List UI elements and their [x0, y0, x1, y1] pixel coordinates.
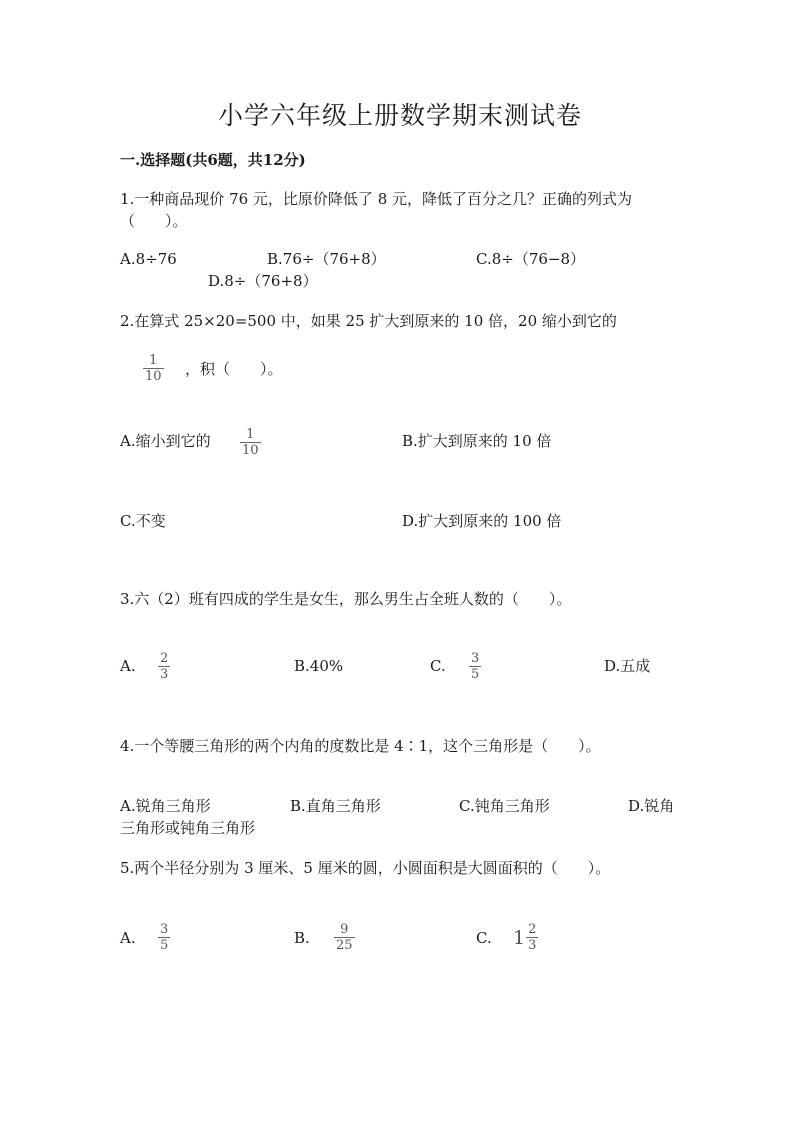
- q3-option-c-label: C.: [430, 657, 446, 675]
- fraction-numerator: 9: [340, 922, 349, 937]
- q5-option-b-label: B.: [294, 929, 310, 947]
- q4-option-d: D.锐角: [628, 797, 675, 815]
- q2-option-b: B.扩大到原来的 10 倍: [402, 432, 552, 450]
- q4-option-c: C.钝角三角形: [459, 797, 550, 815]
- fraction-denominator: 3: [160, 667, 169, 682]
- q4-option-b: B.直角三角形: [290, 797, 381, 815]
- q5-option-a-label: A.: [120, 929, 136, 947]
- fraction-denominator: 10: [145, 369, 162, 384]
- q4-option-d-cont: 三角形或钝角三角形: [120, 819, 256, 837]
- q2-stem-cont: ，积（ ）。: [185, 360, 283, 378]
- q5-stem: 5.两个半径分别为 3 厘米、5 厘米的圆，小圆面积是大圆面积的（ ）。: [120, 859, 611, 877]
- q1-option-c: C.8÷（76−8）: [476, 250, 586, 268]
- q1-stem: 1.一种商品现价 76 元，比原价降低了 8 元，降低了百分之几？正确的列式为: [120, 190, 633, 208]
- q5-option-c-label: C.: [476, 929, 492, 947]
- fraction-numerator: 2: [160, 651, 169, 666]
- q2-option-c: C.不变: [120, 512, 166, 530]
- q3-option-b: B.40%: [294, 657, 344, 675]
- q1-option-b: B.76÷（76+8）: [267, 250, 386, 268]
- q2-stem-fraction: [143, 353, 164, 384]
- fraction-numerator: 1: [149, 353, 158, 368]
- fraction-numerator: 2: [528, 922, 537, 937]
- q3-option-d: D.五成: [604, 657, 651, 675]
- q5-option-c-fraction: [526, 922, 538, 953]
- q3-stem: 3.六（2）班有四成的学生是女生，那么男生占全班人数的（ ）。: [120, 590, 572, 608]
- q1-option-a: A.8÷76: [120, 250, 177, 268]
- q1-option-d: D.8÷（76+8）: [208, 272, 318, 290]
- q2-option-a-label: A.缩小到它的: [120, 432, 211, 450]
- section-heading: 一.选择题(共6题，共12分): [120, 151, 306, 169]
- fraction-numerator: 3: [160, 922, 169, 937]
- fraction-denominator: 5: [160, 938, 169, 953]
- q2-stem: 2.在算式 25×20=500 中，如果 25 扩大到原来的 10 倍，20 缩小到它的: [120, 312, 617, 330]
- mixed-whole: 1: [513, 926, 526, 949]
- q2-option-d: D.扩大到原来的 100 倍: [402, 512, 562, 530]
- q5-option-a-fraction: [158, 922, 170, 953]
- fraction-denominator: 25: [336, 938, 353, 953]
- q4-option-a: A.锐角三角形: [120, 797, 211, 815]
- q3-option-a-label: A.: [120, 657, 136, 675]
- q1-stem-cont: （ ）。: [120, 212, 188, 230]
- q5-option-b-fraction: [334, 922, 355, 953]
- fraction-denominator: 10: [242, 443, 259, 458]
- q2-option-a-fraction: [240, 427, 261, 458]
- fraction-numerator: 3: [471, 651, 480, 666]
- q3-option-c-fraction: [469, 651, 481, 682]
- q4-stem: 4.一个等腰三角形的两个内角的度数比是 4∶1，这个三角形是（ ）。: [120, 737, 601, 755]
- fraction-numerator: 1: [246, 427, 255, 442]
- q5-option-c-mixed-number: [513, 922, 538, 953]
- fraction-denominator: 3: [528, 938, 537, 953]
- fraction-denominator: 5: [471, 667, 480, 682]
- q3-option-a-fraction: [158, 651, 170, 682]
- page-title: 小学六年级上册数学期末测试卷: [217, 101, 582, 130]
